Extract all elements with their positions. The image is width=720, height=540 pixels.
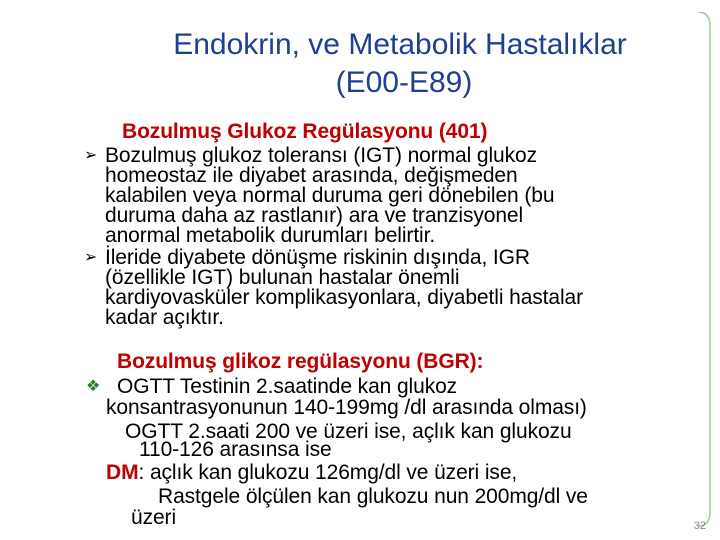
bullet2-line-1: İleride diyabete dönüşme riskinin dışında, IGR: [105, 246, 530, 269]
section2-heading: Bozulmuş glikoz regülasyonu (BGR):: [117, 350, 484, 373]
slide-title: [100, 26, 700, 102]
bullet2-line-2: (özellikle IGT) bulunan hastalar önemli: [105, 266, 460, 289]
page-number: 32: [693, 520, 706, 532]
diamond-bullet-icon: ❖: [86, 378, 101, 395]
bullet1-line-5: anormal metabolik durumları belirtir.: [105, 224, 436, 247]
dm-line-2: Rastgele ölçülen kan glukozu nun 200mg/dl ve: [158, 485, 588, 508]
diamond-line-2: konsantrasyonunun 140-199mg /dl arasında olması): [106, 396, 587, 419]
title-line-2: (E00-E89): [335, 66, 473, 99]
ogtt-line-2: 110-126 arasınsa ise: [139, 438, 332, 461]
bullet2-line-4: kadar açıktır.: [105, 306, 224, 329]
dm-line-1: [106, 462, 517, 484]
diamond-line-1: OGTT Testinin 2.saatinde kan glukoz: [117, 375, 458, 398]
bullet1-line-1: Bozulmuş glukoz toleransı (IGT) normal glukoz: [105, 144, 537, 167]
dm-line-3: üzeri: [131, 506, 177, 529]
title-line-1: Endokrin, ve Metabolik Hastalıklar: [173, 28, 627, 61]
bullet1-line-4: duruma daha az rastlanır) ara ve tranzisyonel: [105, 204, 524, 227]
bullet1-line-2: homeostaz ile diyabet arasında, değişmeden: [105, 164, 518, 187]
section1-heading: Bozulmuş Glukoz Regülasyonu (401): [122, 120, 488, 143]
decorative-frame: [698, 12, 712, 528]
bullet2-line-3: kardiyovasküler komplikasyonlara, diyabetli hastalar: [105, 286, 584, 309]
bullet1-line-3: kalabilen veya normal duruma geri dönebilen (bu: [105, 184, 555, 207]
ogtt-line-1: OGTT 2.saati 200 ve üzeri ise, açlık kan glukozu: [125, 420, 572, 443]
dm-text: : açlık kan glukozu 126mg/dl ve üzeri ise,: [138, 461, 518, 484]
arrow-bullet-icon: ➢: [84, 249, 98, 266]
dm-label: DM: [106, 461, 139, 484]
arrow-bullet-icon: ➢: [84, 147, 98, 164]
